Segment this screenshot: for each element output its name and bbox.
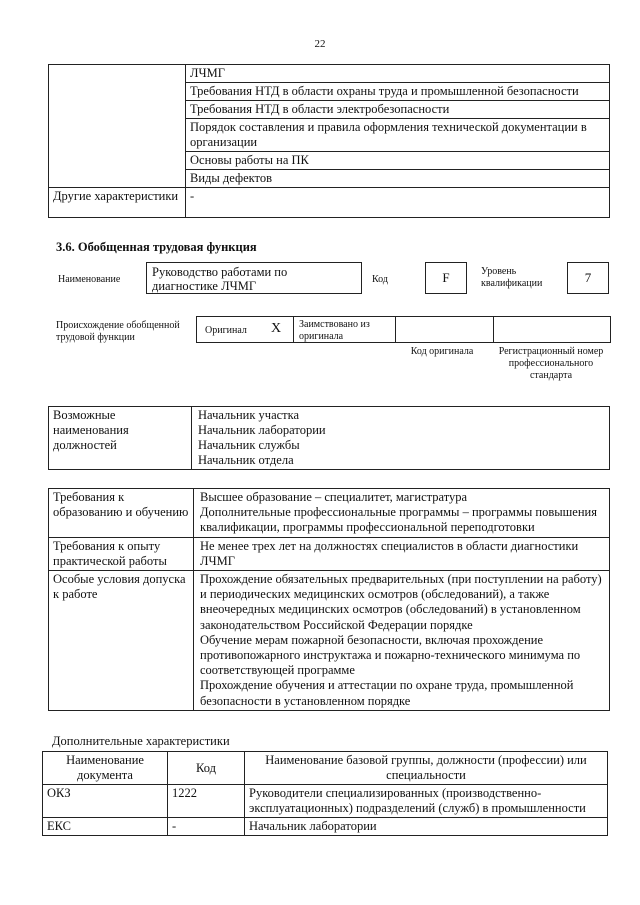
knowledge-table xyxy=(48,64,610,218)
knowledge-item: Основы работы на ПК xyxy=(186,152,610,170)
positions-table xyxy=(48,406,610,470)
level-label: Уровень квалификации xyxy=(481,266,543,289)
code-value: F xyxy=(425,262,467,294)
condition-item: Обучение мерам пожарной безопасности, включая прохождение противопожарного инструктажа и пожарно-технического минимума по соответствующей программе xyxy=(200,632,581,678)
other-characteristics-label: Другие характеристики xyxy=(49,188,186,218)
code-cell: - xyxy=(168,818,245,836)
level-value: 7 xyxy=(567,262,609,294)
condition-item: Прохождение обучения и аттестации по охране труда, промышленной безопасности в установленном порядке xyxy=(200,678,574,708)
knowledge-item: Требования НТД в области электробезопасности xyxy=(186,101,610,119)
group-cell: Начальник лаборатории xyxy=(245,818,608,836)
origin-box xyxy=(196,316,611,343)
divider xyxy=(395,317,396,342)
code-label: Код xyxy=(372,274,388,285)
education-item: Дополнительные профессиональные программы – программы повышения квалификации, программы профессиональной переподготовки xyxy=(200,505,597,535)
conditions-label: Особые условия допуска к работе xyxy=(49,571,194,711)
origin-label: Происхождение обобщенной трудовой функции xyxy=(56,320,180,343)
header-group: Наименование базовой группы, должности (профессии) или специальности xyxy=(245,752,608,785)
original-label: Оригинал xyxy=(205,325,247,336)
page-number: 22 xyxy=(314,38,326,50)
knowledge-item: ЛЧМГ xyxy=(186,65,610,83)
original-mark: X xyxy=(271,321,282,336)
position-item: Начальник службы xyxy=(198,438,300,452)
divider xyxy=(293,317,294,342)
requirements-table xyxy=(48,488,610,711)
other-characteristics-value: - xyxy=(186,188,610,218)
divider xyxy=(493,317,494,342)
position-item: Начальник отдела xyxy=(198,453,294,467)
original-code-caption: Код оригинала xyxy=(410,346,474,357)
registration-caption: Регистрационный номер профессионального стандарта xyxy=(498,346,604,381)
condition-item: Прохождение обязательных предварительных (при поступлении на работу) и периодических медицинских осмотров (обследований), а также внеочередных медицинских осмотров (обследований) в установленном законодательством Российской Федерации порядке xyxy=(200,572,602,632)
education-item: Высшее образование – специалитет, магистратура xyxy=(200,490,468,504)
function-name-value: Руководство работами по диагностике ЛЧМГ xyxy=(146,262,362,294)
knowledge-item: Порядок составления и правила оформления технической документации в организации xyxy=(186,119,610,152)
code-cell: 1222 xyxy=(168,785,245,818)
knowledge-item: Требования НТД в области охраны труда и промышленной безопасности xyxy=(186,83,610,101)
empty-label-cell xyxy=(49,65,186,188)
section-title: 3.6. Обобщенная трудовая функция xyxy=(56,240,257,254)
doc-cell: ОКЗ xyxy=(43,785,168,818)
experience-label: Требования к опыту практической работы xyxy=(49,537,194,570)
borrowed-label: Заимствовано из оригинала xyxy=(299,319,370,342)
additional-title: Дополнительные характеристики xyxy=(52,734,230,748)
position-item: Начальник участка xyxy=(198,408,300,422)
education-label: Требования к образованию и обучению xyxy=(49,489,194,538)
name-label: Наименование xyxy=(58,274,121,285)
doc-cell: ЕКС xyxy=(43,818,168,836)
header-document: Наименование документа xyxy=(43,752,168,785)
header-code: Код xyxy=(168,752,245,785)
additional-table xyxy=(42,751,608,836)
position-item: Начальник лаборатории xyxy=(198,423,326,437)
group-cell: Руководители специализированных (производственно-эксплуатационных) подразделений (служб) в промышленности xyxy=(245,785,608,818)
positions-label: Возможные наименования должностей xyxy=(49,407,192,470)
knowledge-item: Виды дефектов xyxy=(186,170,610,188)
experience-value: Не менее трех лет на должностях специалистов в области диагностики ЛЧМГ xyxy=(194,537,610,570)
